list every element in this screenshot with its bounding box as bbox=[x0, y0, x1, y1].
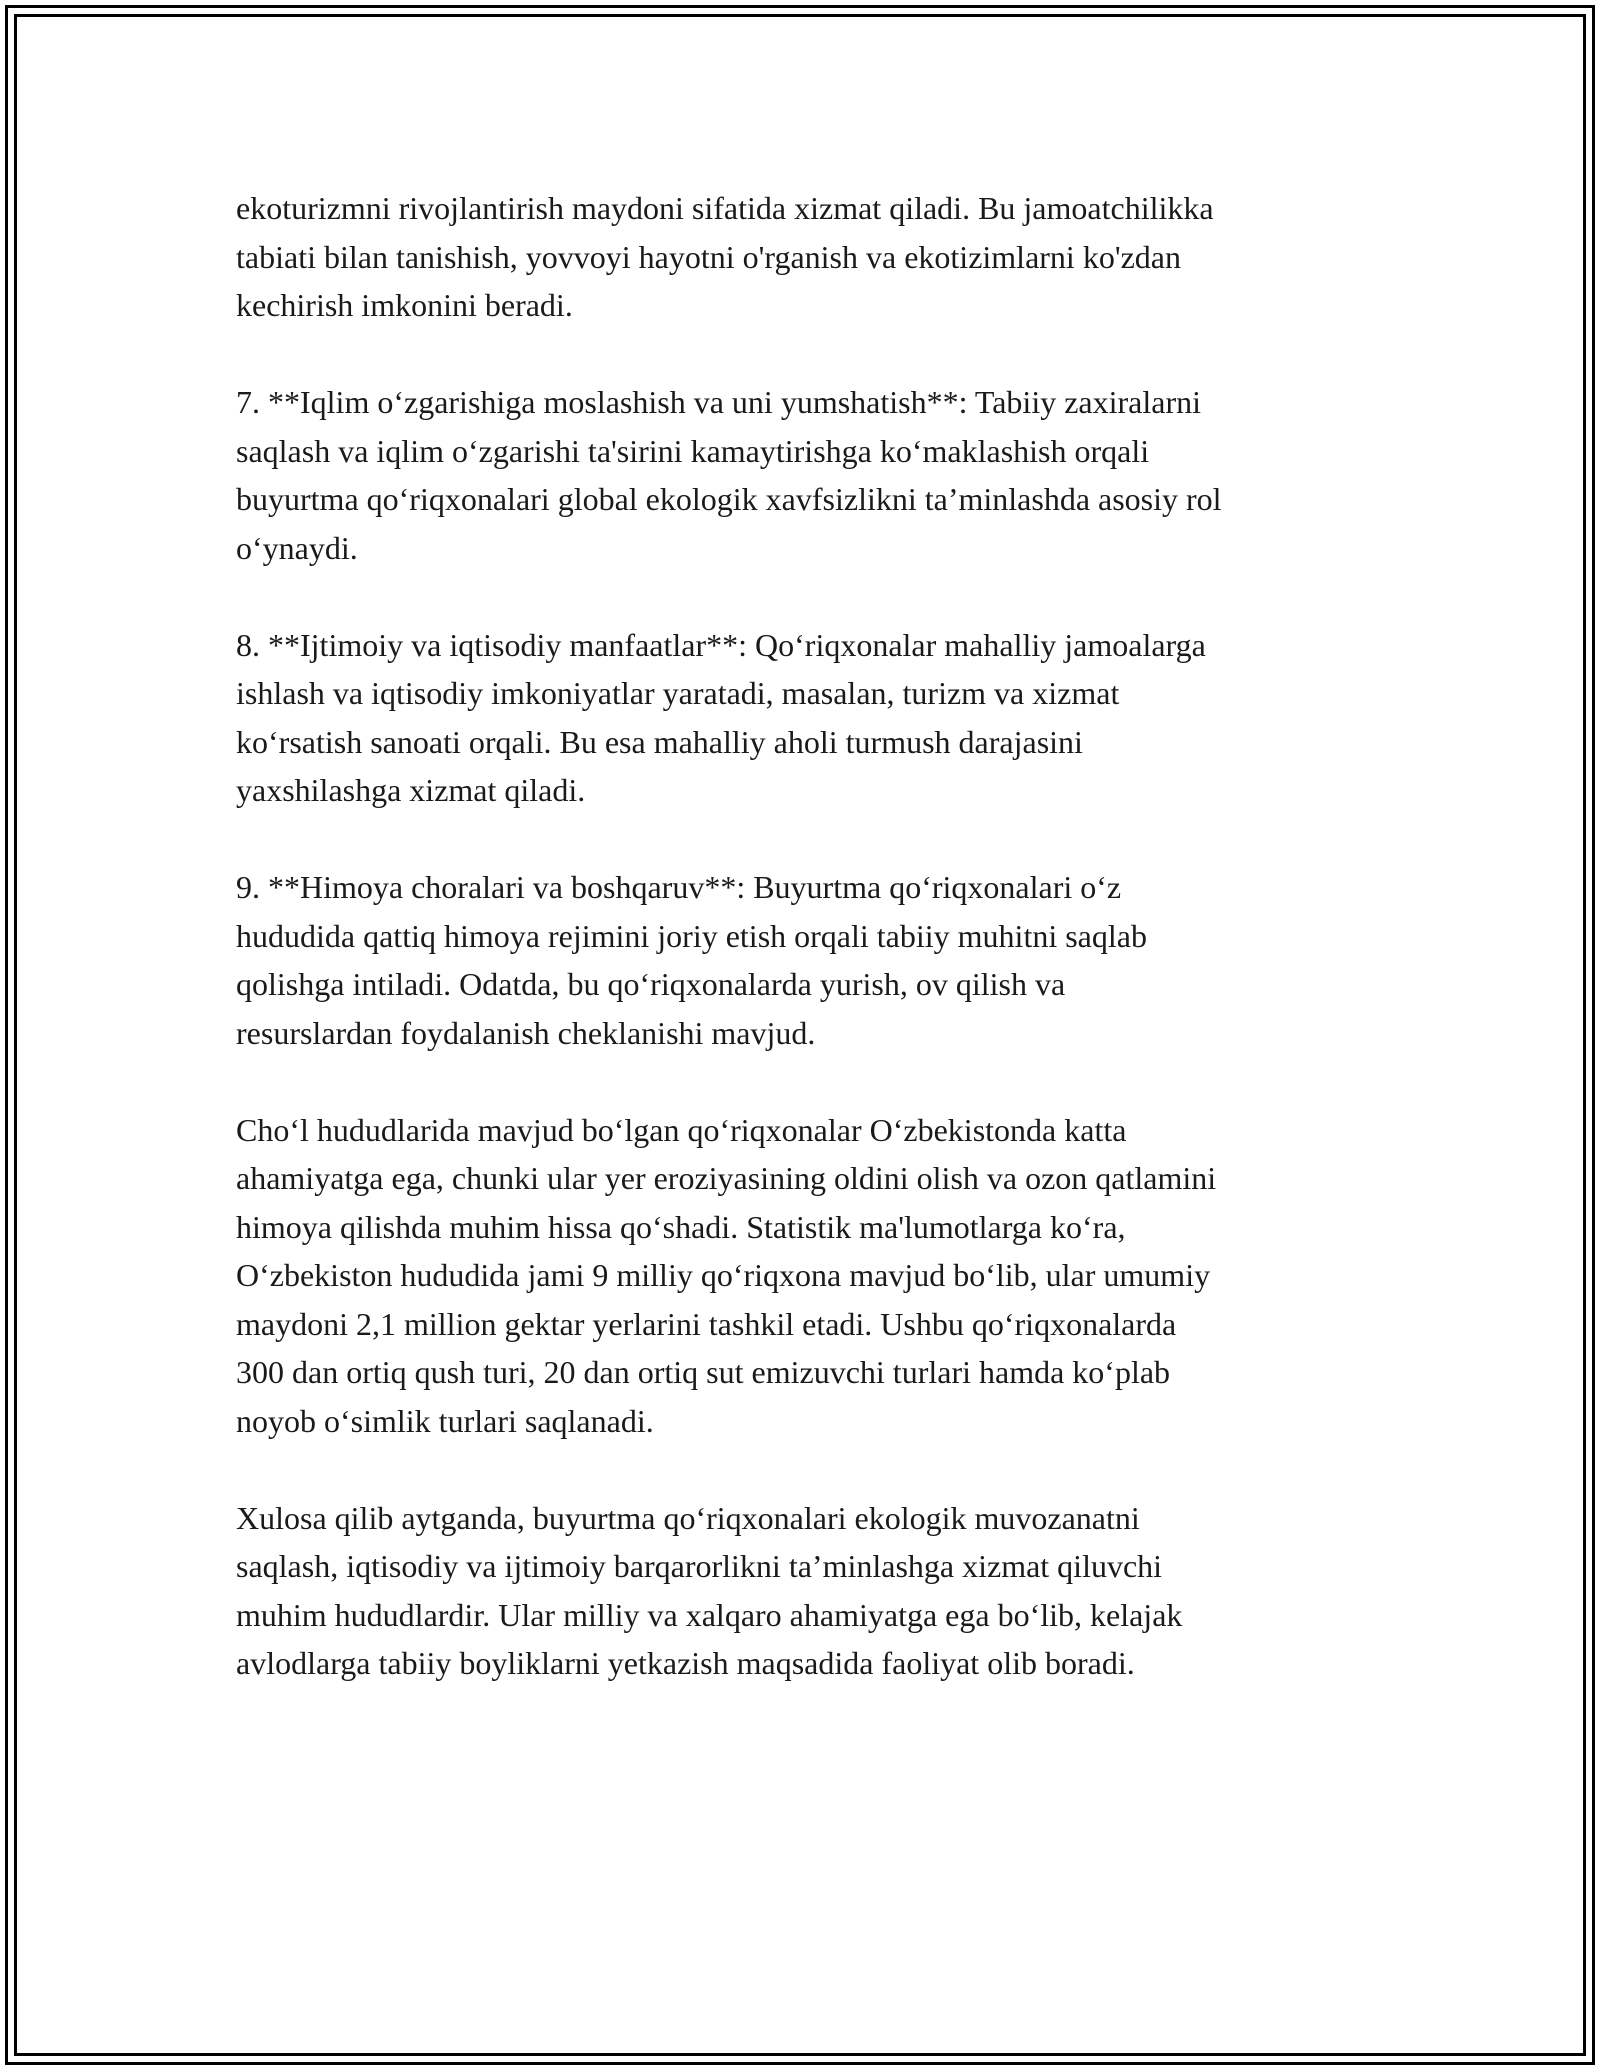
paragraph-social-economic-benefits: 8. **Ijtimoiy va iqtisodiy manfaatlar**: Qo‘riqxonalar mahalliy jamoalarga ishlash va iqtisodiy imkoniyatlar yaratadi, masalan, turizm va xizmat ko‘rsatish sanoati orqali. Bu esa mahalliy aholi turmush darajasini yaxshilashga xizmat qiladi. bbox=[236, 626, 1206, 808]
paragraph-ecotourism: ekoturizmni rivojlantirish maydoni sifatida xizmat qiladi. Bu jamoatchilikka tabiati bilan tanishish, yovvoyi hayotni o'rganish va ekotizimlarni ko'zdan kechirish imkonini beradi. bbox=[236, 190, 1214, 323]
paragraph-desert-reserves: Cho‘l hududlarida mavjud bo‘lgan qo‘riqxonalar O‘zbekistonda katta ahamiyatga ega, chunki ular yer eroziyasining oldini olish va ozon qatlamini himoya qilishda muhim hissa qo‘shadi. Statistik ma'lumotlarga ko‘ra, O‘zbekiston hududida jami 9 milliy qo‘riqxona mavjud bo‘lib, ular umumiy maydoni 2,1 million gektar yerlarini tashkil etadi. Ushbu qo‘riqxonalarda 300 dan ortiq qush turi, 20 dan ortiq sut emizuvchi turlari hamda ko‘plab noyob o‘simlik turlari saqlanadi. bbox=[236, 1111, 1217, 1439]
paragraph-climate-adaptation: 7. **Iqlim o‘zgarishiga moslashish va uni yumshatish**: Tabiiy zaxiralarni saqlash va iqlim o‘zgarishi ta'sirini kamaytirishga ko‘maklashish orqali buyurtma qo‘riqxonalari global ekologik xavfsizlikni ta’minlashda asosiy rol o‘ynaydi. bbox=[236, 384, 1222, 566]
document-body bbox=[236, 184, 1386, 1736]
paragraph-conclusion: Xulosa qilib aytganda, buyurtma qo‘riqxonalari ekologik muvozanatni saqlash, iqtisodiy va ijtimoiy barqarorlikni ta’minlashga xizmat qiluvchi muhim hududlardir. Ular milliy va xalqaro ahamiyatga ega bo‘lib, kelajak avlodlarga tabiiy boyliklarni yetkazish maqsadida faoliyat olib boradi. bbox=[236, 1499, 1183, 1681]
paragraph-protection-measures: 9. **Himoya choralari va boshqaruv**: Buyurtma qo‘riqxonalari o‘z hududida qattiq himoya rejimini joriy etish orqali tabiiy muhitni saqlab qolishga intiladi. Odatda, bu qo‘riqxonalarda yurish, ov qilish va resurslardan foydalanish cheklanishi mavjud. bbox=[236, 869, 1147, 1051]
